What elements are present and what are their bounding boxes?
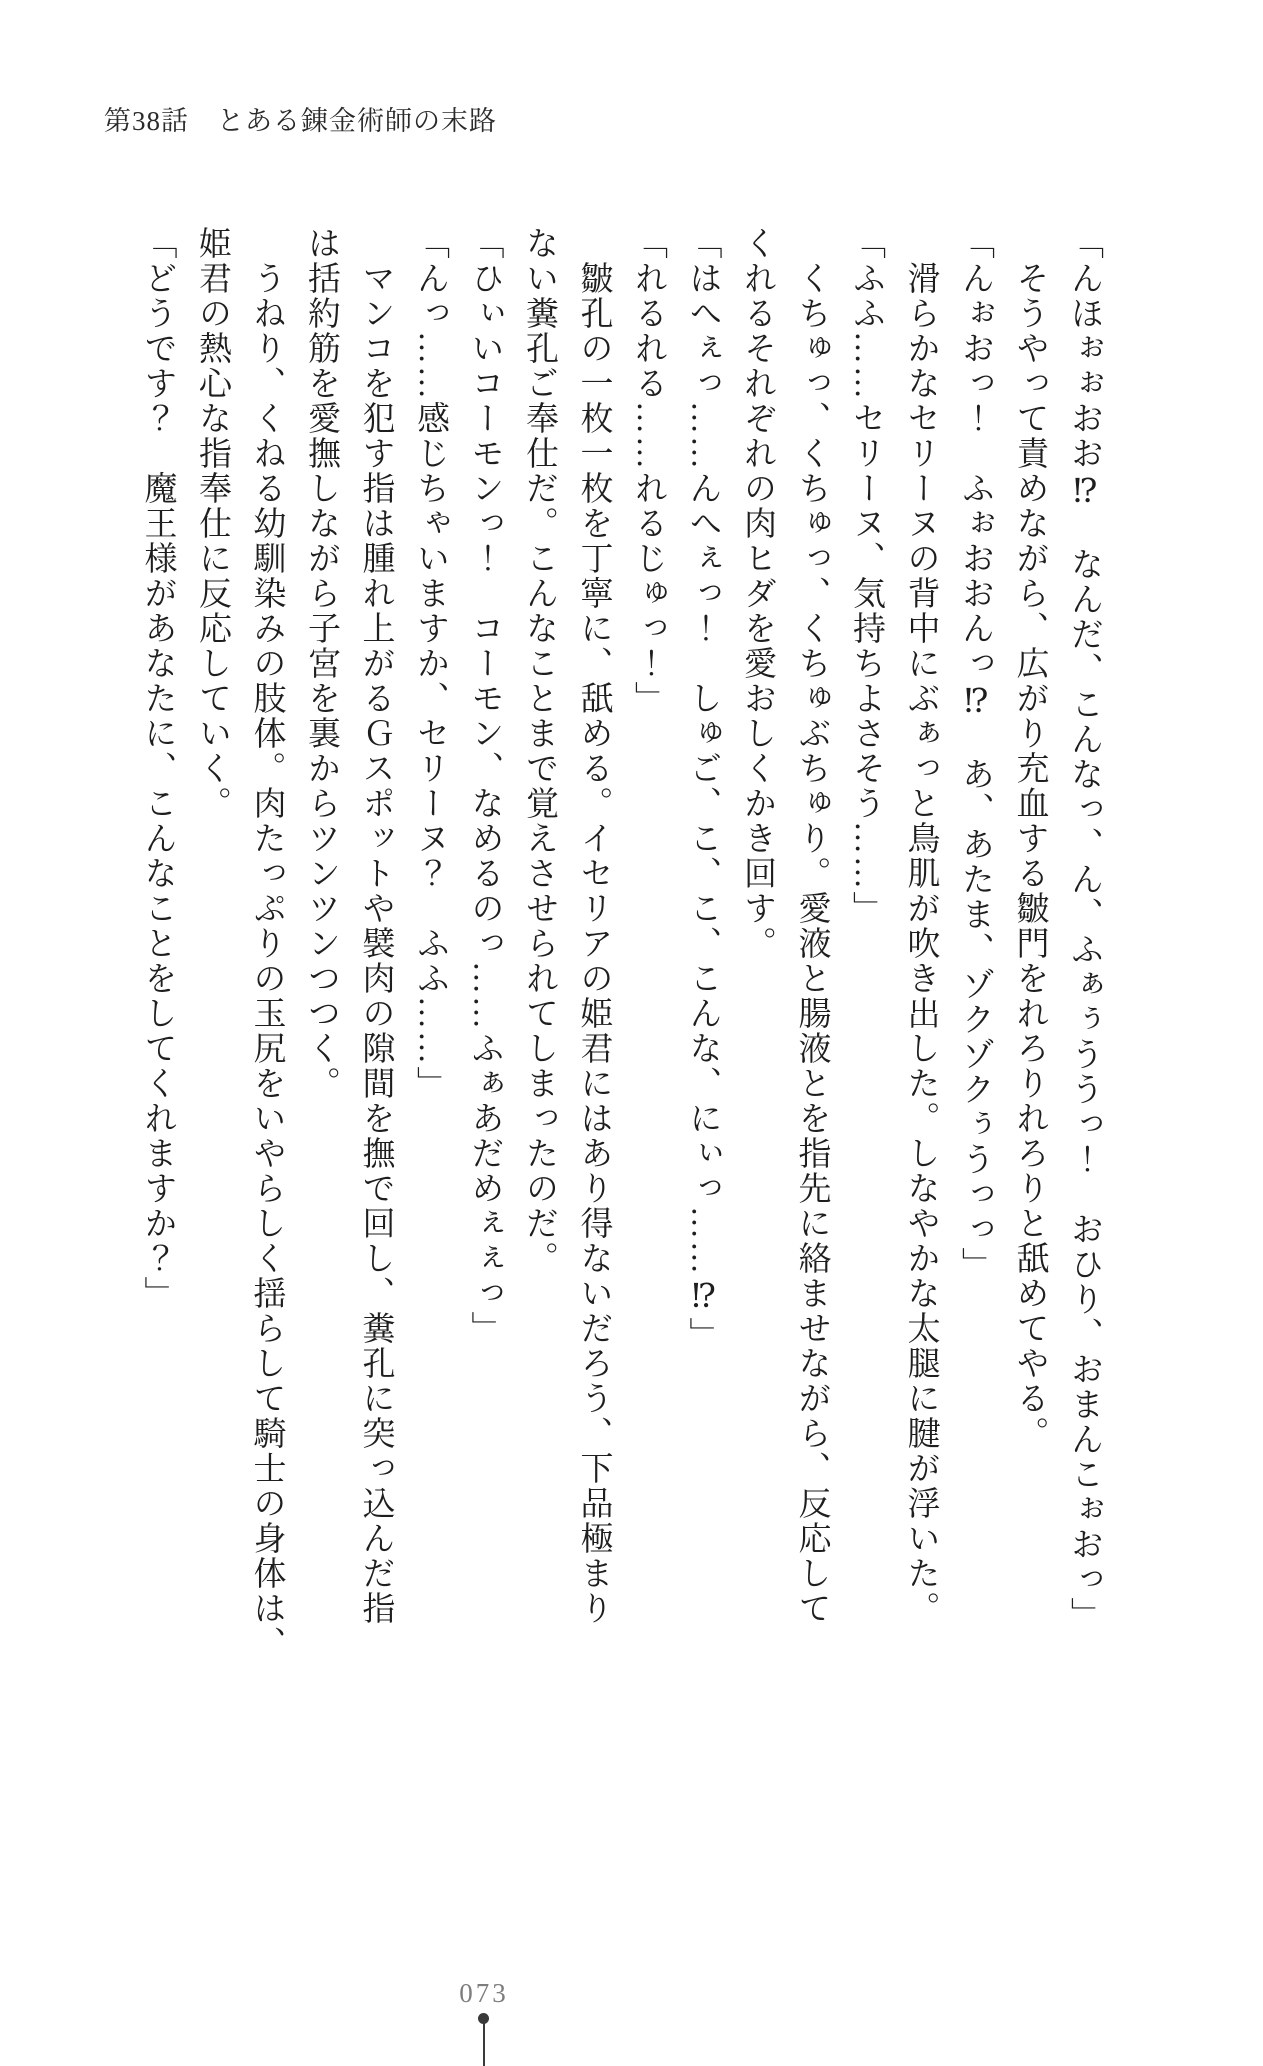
text-column: マンコを犯す指は腫れ上がるＧスポットや襞肉の隙間を撫で回し、糞孔に突っ込んだ指: [357, 226, 394, 1626]
text-column: 「んぉおっ！ ふぉおおんっ⁉ あ、あたま、ゾクゾクぅうっっ」: [957, 226, 993, 1282]
text-column: 「はへぇっ……んへぇっ！ しゅご、こ、こ、こんな、にぃっ……⁉」: [684, 226, 721, 1352]
page-number: 073: [459, 1978, 509, 2008]
text-column: 「んほぉぉおお⁉ なんだ、こんなっ、ん、ふぁぅううっ！ おひり、おまんこぉおっ」: [1066, 226, 1102, 1632]
text-column: ない糞孔ご奉仕だ。こんなことまで覚えさせられてしまったのだ。: [521, 226, 557, 1276]
text-column: 「んっ……感じちゃいますか、セリーヌ？ ふふ……」: [412, 226, 448, 1101]
text-column: は括約筋を愛撫しながら子宮を裏からツンツンつつく。: [303, 226, 339, 1101]
text-column: 皺孔の一枚一枚を丁寧に、舐める。イセリアの姫君にはあり得ないだろう、下品極まり: [575, 226, 612, 1626]
text-column: くれるそれぞれの肉ヒダを愛おしくかき回す。: [739, 226, 775, 961]
footer-line: [483, 2022, 485, 2066]
text-column: 「どうです？ 魔王様があなたに、こんなことをしてくれますか？」: [139, 226, 176, 1311]
text-column: 「ふふ……セリーヌ、気持ちよさそう……」: [848, 226, 884, 926]
chapter-header: 第38話 とある錬金術師の末路: [104, 106, 497, 136]
text-body: [130, 226, 1111, 1706]
text-column: 「れるれる……れるじゅっ！」: [630, 226, 666, 716]
text-column: うねり、くねる幼馴染みの肢体。肉たっぷりの玉尻をいやらしく揺らして騎士の身体は、: [248, 226, 285, 1661]
text-column: 滑らかなセリーヌの背中にぶぁっと鳥肌が吹き出した。しなやかな太腿に腱が浮いた。: [902, 226, 939, 1626]
text-column: そうやって責めながら、広がり充血する皺門をれろりれろりと舐めてやる。: [1011, 226, 1048, 1451]
text-column: 「ひぃいコーモンっ！ コーモン、なめるのっ……ふぁあだめぇぇっ」: [466, 226, 503, 1346]
text-column: 姫君の熱心な指奉仕に反応していく。: [194, 226, 230, 821]
text-column: くちゅっ、くちゅっ、くちゅぶちゅり。愛液と腸液とを指先に絡ませながら、反応して: [793, 226, 830, 1626]
